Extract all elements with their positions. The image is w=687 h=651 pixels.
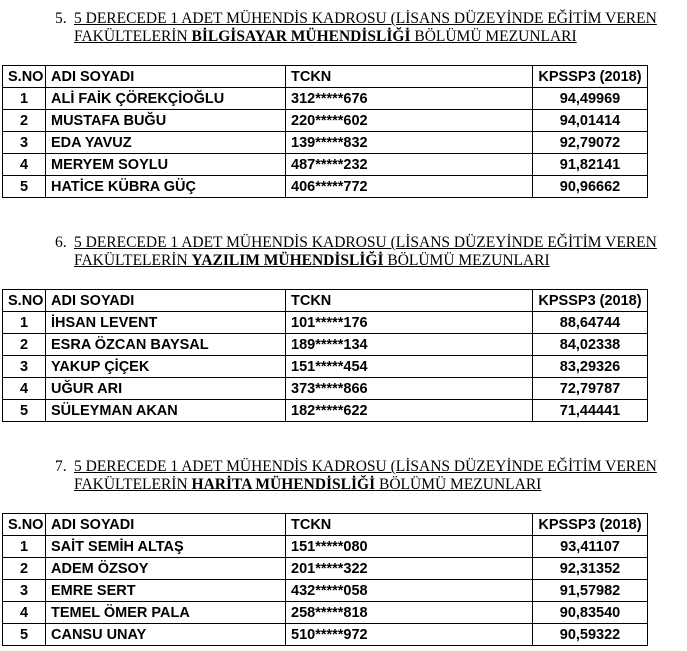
table-row bbox=[3, 400, 648, 422]
heading-text bbox=[74, 234, 657, 270]
table-cell: 1 bbox=[3, 88, 46, 110]
table-row bbox=[3, 110, 648, 132]
column-header: S.NO bbox=[3, 290, 46, 312]
table-cell: EDA YAVUZ bbox=[46, 132, 286, 154]
section-6 bbox=[0, 234, 687, 422]
column-header: ADI SOYADI bbox=[46, 514, 286, 536]
table-cell: 5 bbox=[3, 176, 46, 198]
table-cell: 4 bbox=[3, 154, 46, 176]
table-cell: 1 bbox=[3, 312, 46, 334]
table-cell: 5 bbox=[3, 624, 46, 646]
heading-line2-bold: HARİTA MÜHENDİSLİĞİ bbox=[191, 476, 376, 493]
table-cell: 201*****322 bbox=[286, 558, 533, 580]
heading-line2-suffix: BÖLÜMÜ MEZUNLARI bbox=[383, 252, 550, 269]
heading-line2-prefix: FAKÜLTELERİN bbox=[74, 252, 192, 269]
table-cell: 432*****058 bbox=[286, 580, 533, 602]
table-cell: CANSU UNAY bbox=[46, 624, 286, 646]
heading-text bbox=[74, 10, 657, 46]
table-cell: 258*****818 bbox=[286, 602, 533, 624]
heading-line2 bbox=[74, 476, 541, 493]
candidates-table bbox=[2, 513, 648, 646]
table-cell: 373*****866 bbox=[286, 378, 533, 400]
heading-line2-suffix: BÖLÜMÜ MEZUNLARI bbox=[410, 28, 577, 45]
table-row bbox=[3, 624, 648, 646]
table-cell: 487*****232 bbox=[286, 154, 533, 176]
table-row bbox=[3, 378, 648, 400]
column-header: S.NO bbox=[3, 514, 46, 536]
table-cell: 220*****602 bbox=[286, 110, 533, 132]
table-cell: 94,01414 bbox=[533, 110, 648, 132]
table-cell: SÜLEYMAN AKAN bbox=[46, 400, 286, 422]
table-cell: 88,64744 bbox=[533, 312, 648, 334]
table-row bbox=[3, 580, 648, 602]
column-header: TCKN bbox=[286, 514, 533, 536]
heading-text bbox=[74, 458, 657, 494]
heading-number: 6. bbox=[55, 234, 67, 251]
table-cell: 91,57982 bbox=[533, 580, 648, 602]
table-cell: ADEM ÖZSOY bbox=[46, 558, 286, 580]
table-cell: 189*****134 bbox=[286, 334, 533, 356]
table-cell: 93,41107 bbox=[533, 536, 648, 558]
heading-line1: 5 DERECEDE 1 ADET MÜHENDİS KADROSU (LİSANS DÜZEYİNDE EĞİTİM VEREN bbox=[74, 10, 657, 27]
table-row bbox=[3, 334, 648, 356]
table-row bbox=[3, 312, 648, 334]
table-cell: TEMEL ÖMER PALA bbox=[46, 602, 286, 624]
table-cell: 90,59322 bbox=[533, 624, 648, 646]
table-cell: 101*****176 bbox=[286, 312, 533, 334]
column-header: S.NO bbox=[3, 66, 46, 88]
heading-line2-suffix: BÖLÜMÜ MEZUNLARI bbox=[375, 476, 542, 493]
table-cell: HATİCE KÜBRA GÜÇ bbox=[46, 176, 286, 198]
header-row bbox=[3, 66, 648, 88]
table-cell: 94,49969 bbox=[533, 88, 648, 110]
table-cell: 2 bbox=[3, 558, 46, 580]
table-cell: 4 bbox=[3, 378, 46, 400]
header-row bbox=[3, 290, 648, 312]
table-cell: 84,02338 bbox=[533, 334, 648, 356]
heading-number: 5. bbox=[55, 10, 67, 27]
table-cell: EMRE SERT bbox=[46, 580, 286, 602]
candidates-table bbox=[2, 289, 648, 422]
table-cell: 2 bbox=[3, 110, 46, 132]
table-cell: 2 bbox=[3, 334, 46, 356]
heading-line2-bold: YAZILIM MÜHENDİSLİĞİ bbox=[191, 252, 384, 269]
header-row bbox=[3, 514, 648, 536]
column-header: TCKN bbox=[286, 290, 533, 312]
table-row bbox=[3, 154, 648, 176]
table-cell: UĞUR ARI bbox=[46, 378, 286, 400]
table-cell: MUSTAFA BUĞU bbox=[46, 110, 286, 132]
table-row bbox=[3, 536, 648, 558]
table-cell: 90,83540 bbox=[533, 602, 648, 624]
table-cell: 151*****454 bbox=[286, 356, 533, 378]
section-7 bbox=[0, 458, 687, 646]
table-cell: İHSAN LEVENT bbox=[46, 312, 286, 334]
table-cell: ESRA ÖZCAN BAYSAL bbox=[46, 334, 286, 356]
heading-line2-prefix: FAKÜLTELERİN bbox=[74, 476, 192, 493]
heading-line2 bbox=[74, 28, 577, 45]
table-row bbox=[3, 602, 648, 624]
table-cell: 182*****622 bbox=[286, 400, 533, 422]
column-header: TCKN bbox=[286, 66, 533, 88]
table-row bbox=[3, 132, 648, 154]
column-header: KPSSP3 (2018) bbox=[533, 66, 648, 88]
table-cell: 1 bbox=[3, 536, 46, 558]
table-cell: MERYEM SOYLU bbox=[46, 154, 286, 176]
section-heading bbox=[55, 234, 679, 270]
table-cell: ALİ FAİK ÇÖREKÇİOĞLU bbox=[46, 88, 286, 110]
table-cell: 5 bbox=[3, 400, 46, 422]
heading-line2-prefix: FAKÜLTELERİN bbox=[74, 28, 192, 45]
table-cell: 83,29326 bbox=[533, 356, 648, 378]
table-row bbox=[3, 356, 648, 378]
table-cell: 510*****972 bbox=[286, 624, 533, 646]
section-heading bbox=[55, 10, 679, 46]
table-row bbox=[3, 176, 648, 198]
table-cell: 4 bbox=[3, 602, 46, 624]
table-cell: 72,79787 bbox=[533, 378, 648, 400]
table-cell: YAKUP ÇİÇEK bbox=[46, 356, 286, 378]
table-cell: 92,79072 bbox=[533, 132, 648, 154]
heading-line1: 5 DERECEDE 1 ADET MÜHENDİS KADROSU (LİSANS DÜZEYİNDE EĞİTİM VEREN bbox=[74, 234, 657, 251]
table-cell: 90,96662 bbox=[533, 176, 648, 198]
heading-line1: 5 DERECEDE 1 ADET MÜHENDİS KADROSU (LİSANS DÜZEYİNDE EĞİTİM VEREN bbox=[74, 458, 657, 475]
column-header: KPSSP3 (2018) bbox=[533, 290, 648, 312]
candidates-table bbox=[2, 65, 648, 198]
table-cell: 139*****832 bbox=[286, 132, 533, 154]
heading-number: 7. bbox=[55, 458, 67, 475]
table-cell: 406*****772 bbox=[286, 176, 533, 198]
table-cell: 71,44441 bbox=[533, 400, 648, 422]
table-cell: 92,31352 bbox=[533, 558, 648, 580]
table-cell: 151*****080 bbox=[286, 536, 533, 558]
table-row bbox=[3, 558, 648, 580]
section-heading bbox=[55, 458, 679, 494]
heading-line2-bold: BİLGİSAYAR MÜHENDİSLİĞİ bbox=[191, 28, 411, 45]
table-cell: 3 bbox=[3, 356, 46, 378]
table-row bbox=[3, 88, 648, 110]
section-5 bbox=[0, 10, 687, 198]
table-cell: 3 bbox=[3, 132, 46, 154]
heading-line2 bbox=[74, 252, 550, 269]
table-cell: 312*****676 bbox=[286, 88, 533, 110]
table-cell: SAİT SEMİH ALTAŞ bbox=[46, 536, 286, 558]
table-cell: 91,82141 bbox=[533, 154, 648, 176]
column-header: ADI SOYADI bbox=[46, 290, 286, 312]
table-cell: 3 bbox=[3, 580, 46, 602]
column-header: KPSSP3 (2018) bbox=[533, 514, 648, 536]
column-header: ADI SOYADI bbox=[46, 66, 286, 88]
